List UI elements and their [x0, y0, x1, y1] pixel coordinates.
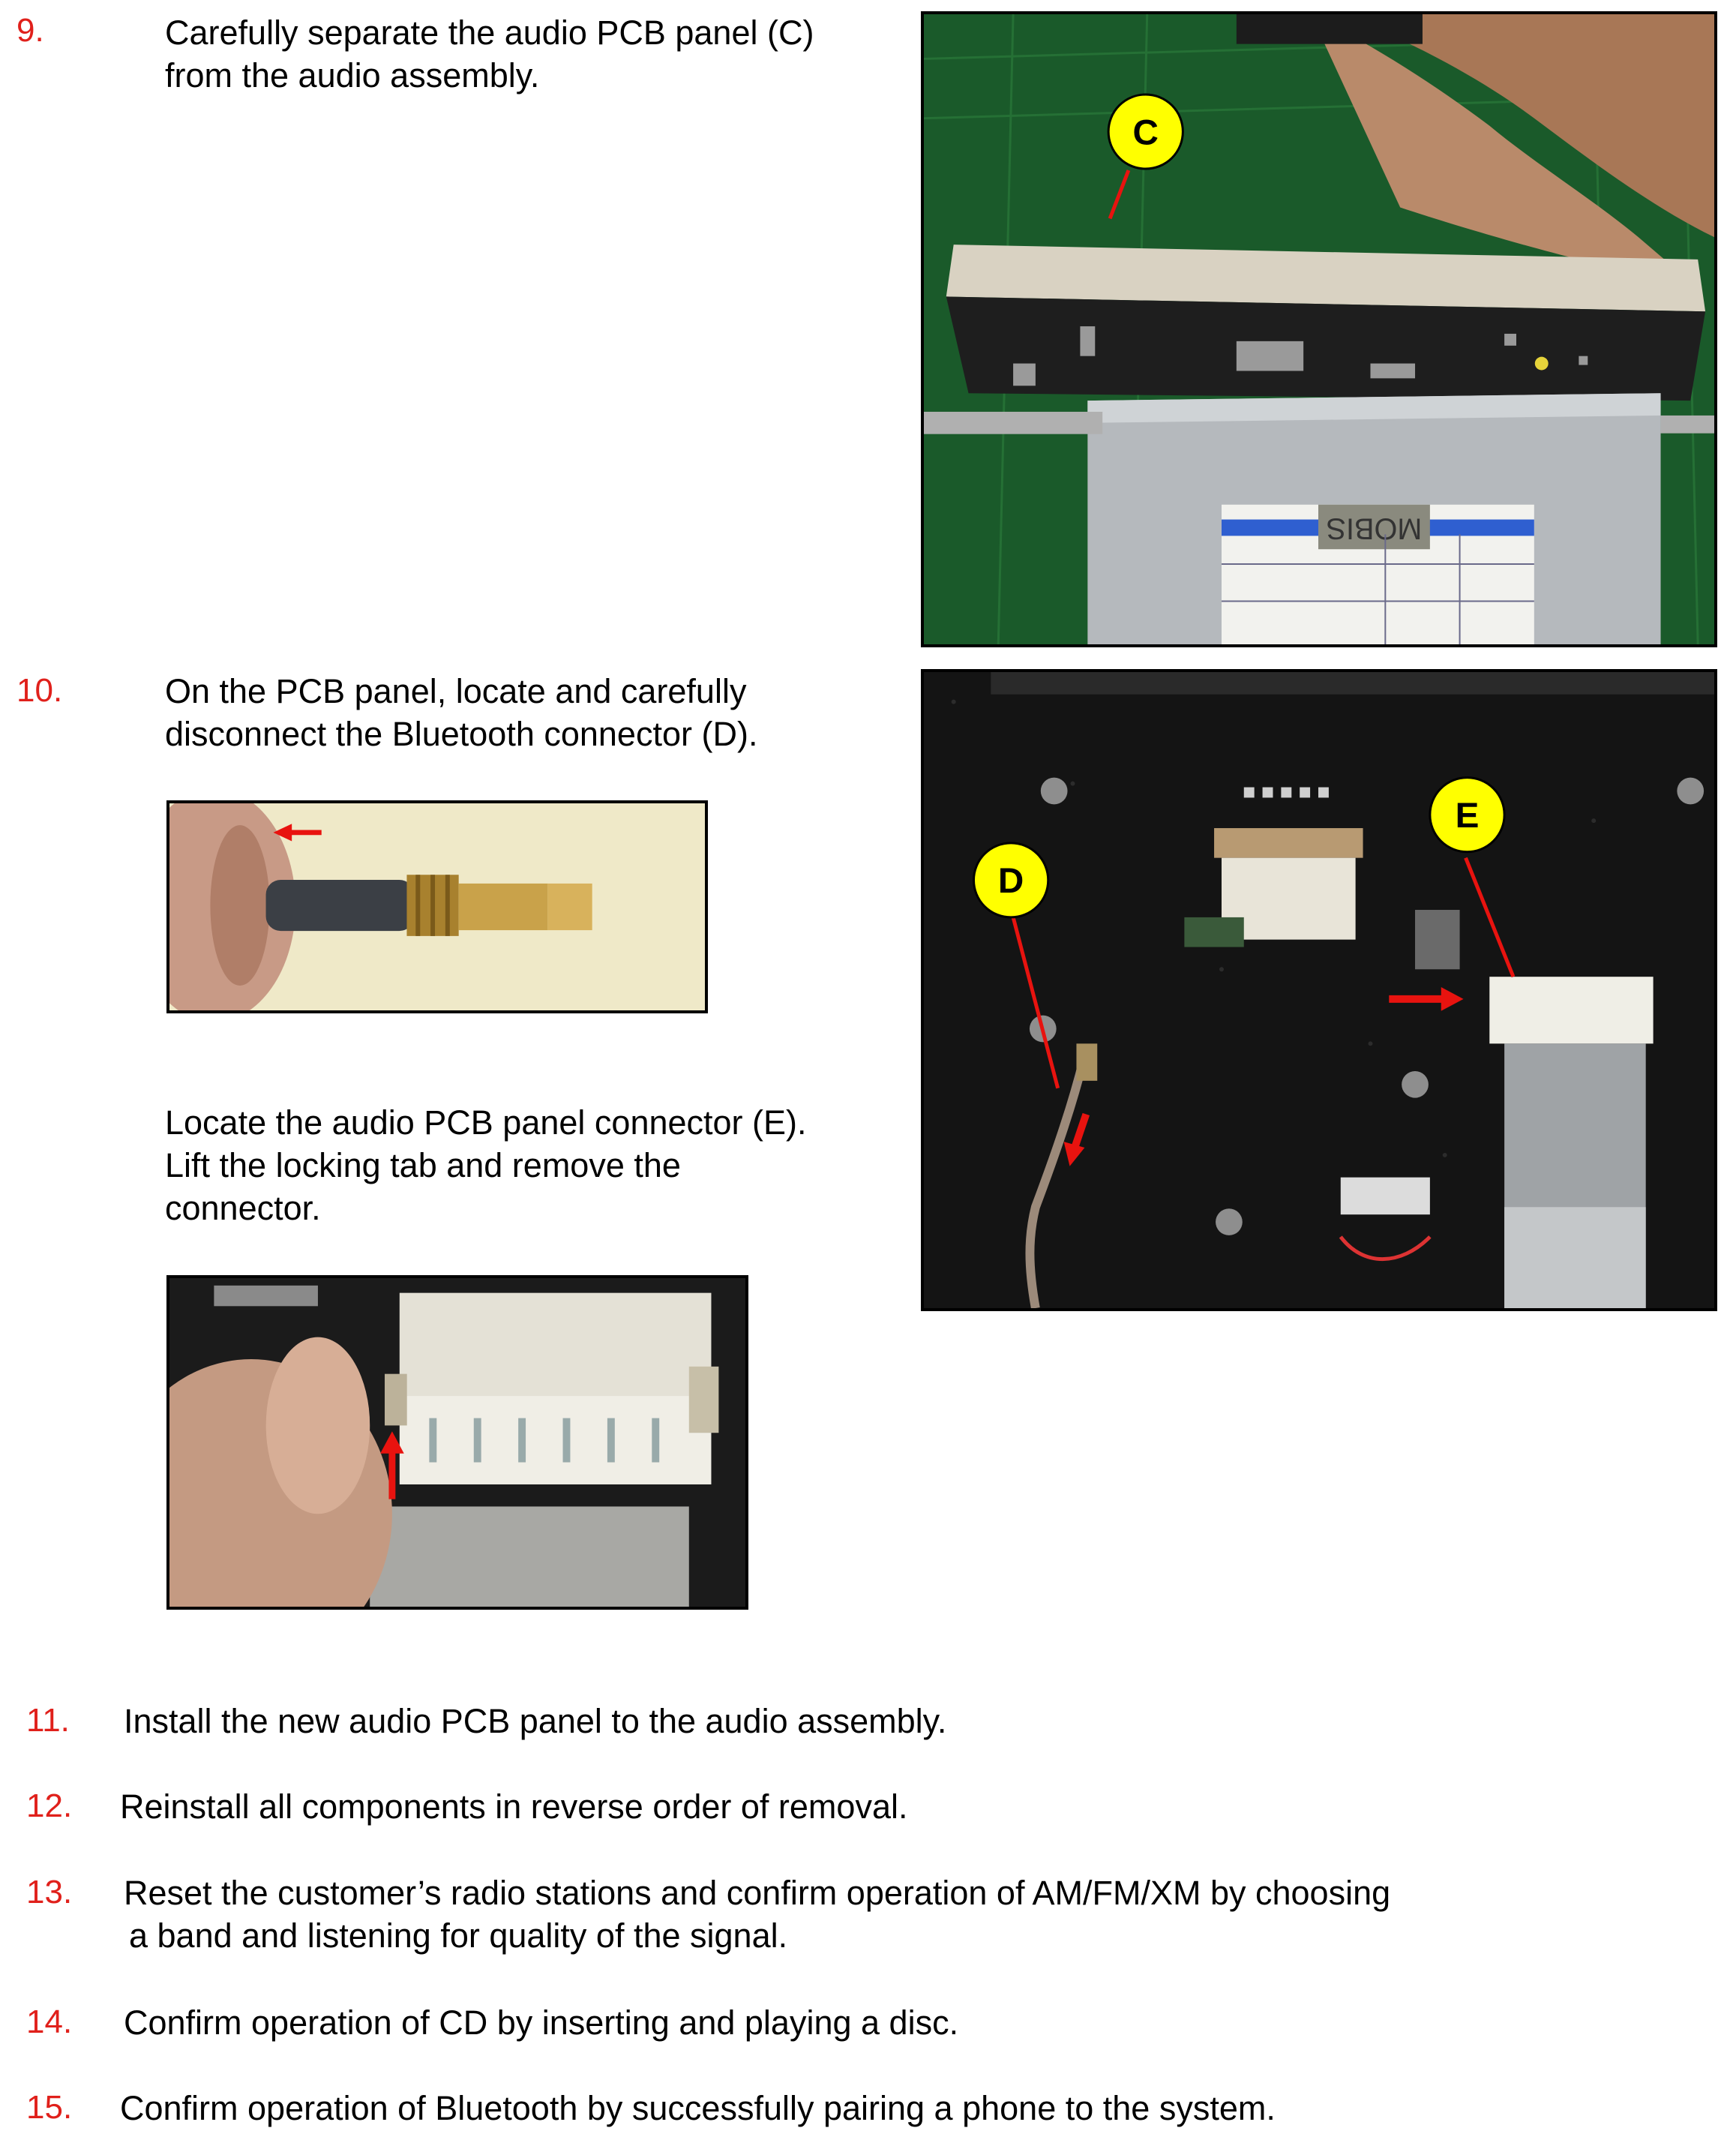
photo-bluetooth-connector	[166, 800, 708, 1013]
step-9-line-2: from the audio assembly.	[165, 56, 540, 95]
step-10-number: 10.	[16, 672, 63, 709]
mobis-label: MOBIS	[1326, 512, 1423, 545]
step-9-number: 9.	[16, 12, 44, 49]
step-e-line-3: connector.	[165, 1189, 321, 1227]
photo-locking-tab	[166, 1275, 748, 1610]
step-13-number: 13.	[26, 1874, 73, 1910]
step-e-line-1: Locate the audio PCB panel connector (E).	[165, 1103, 807, 1142]
step-9-line-1: Carefully separate the audio PCB panel (C)	[165, 14, 814, 52]
step-14-text: Confirm operation of CD by inserting and playing a disc.	[124, 2003, 959, 2042]
photo-pcb-connectors	[921, 669, 1717, 1311]
callout-d-label: D	[997, 861, 1024, 902]
callout-c-label: C	[1132, 113, 1159, 153]
step-15-number: 15.	[26, 2089, 73, 2126]
step-e-line-2: Lift the locking tab and remove the	[165, 1146, 681, 1184]
step-11-number: 11.	[26, 1702, 70, 1739]
step-10-line-1: On the PCB panel, locate and carefully	[165, 672, 747, 710]
step-10-line-2: disconnect the Bluetooth connector (D).	[165, 715, 758, 753]
callout-e-label: E	[1455, 796, 1480, 836]
step-12-text: Reinstall all components in reverse order of removal.	[120, 1787, 908, 1826]
step-11-text: Install the new audio PCB panel to the audio assembly.	[124, 1702, 947, 1740]
step-15-text: Confirm operation of Bluetooth by successfully pairing a phone to the system.	[120, 2089, 1276, 2127]
photo-audio-pcb-separation	[921, 11, 1717, 647]
step-13-line-2: a band and listening for quality of the signal.	[129, 1916, 788, 1955]
step-14-number: 14.	[26, 2003, 73, 2040]
step-13-line-1: Reset the customer’s radio stations and confirm operation of AM/FM/XM by choosing	[124, 1874, 1391, 1912]
step-12-number: 12.	[26, 1787, 73, 1824]
